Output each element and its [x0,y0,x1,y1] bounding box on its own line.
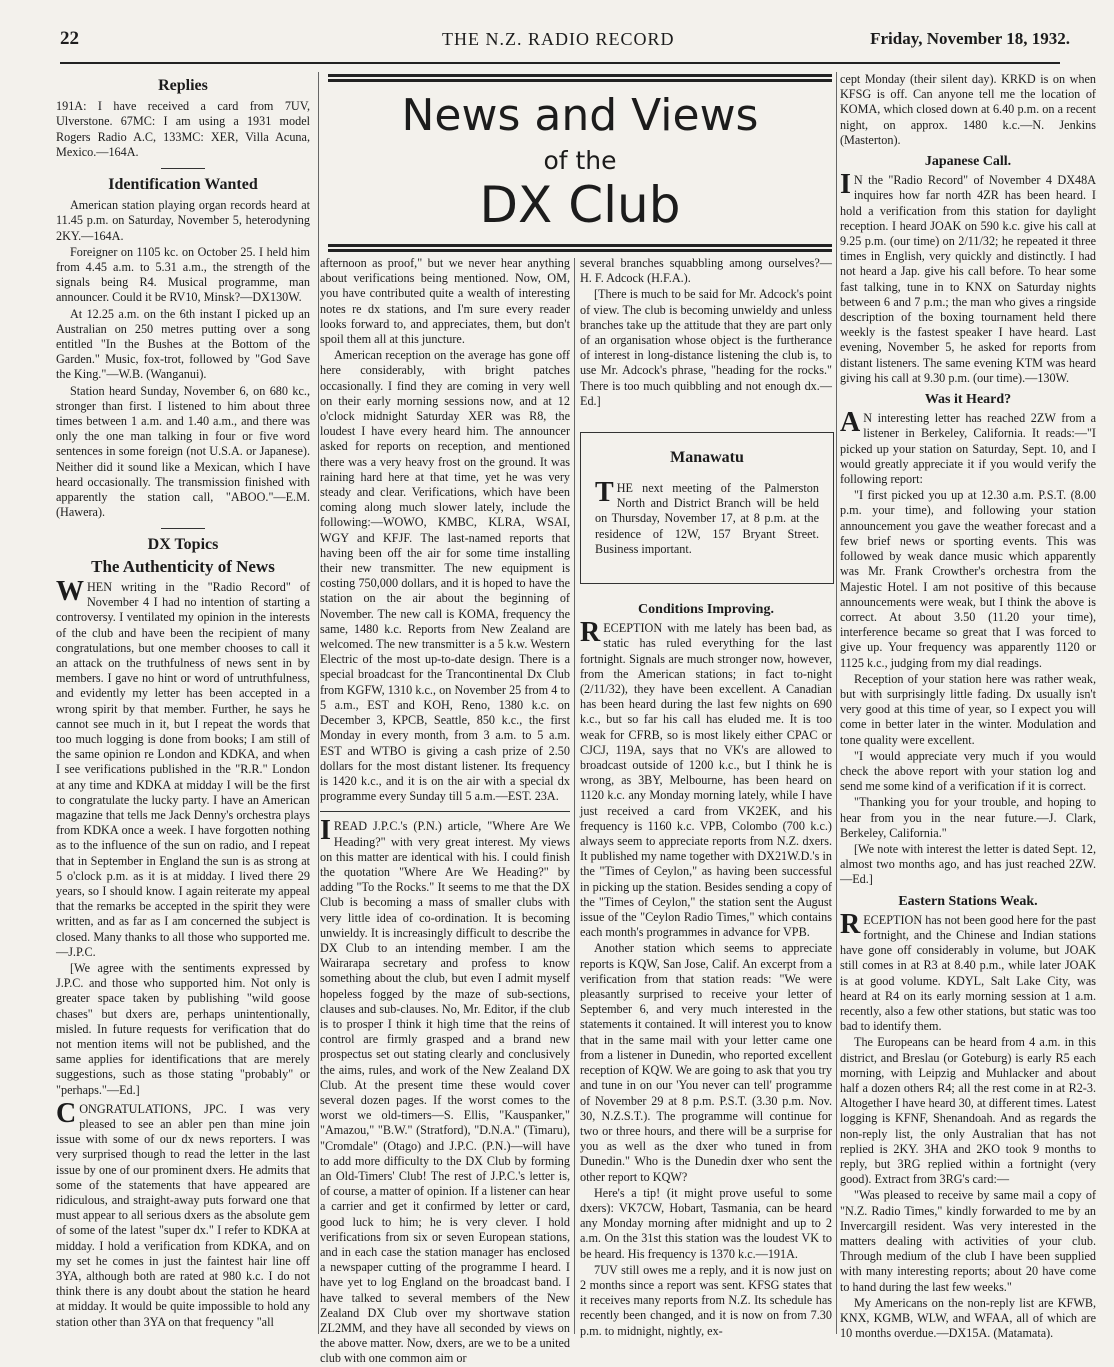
manawatu-heading: Manawatu [670,449,744,466]
drop-cap: R [840,908,861,940]
column-2 [320,256,570,1366]
editor-note: [There is much to be said for Mr. Adcock's point of view. The club is becoming unwieldy and unless branches take up the attitude that they are part only of an organisation whose object is the furtherance of interest in long-distance listening the club is, to use Mr. Adcock's phrase, "heading for the rocks." There is too much quibbling and not enough dx.—Ed.] [580,287,832,408]
paragraph: several branches squabbling among ourselves?—H. F. Adcock (H.F.A.). [580,256,832,286]
japanese-call-heading: Japanese Call. [924,154,1012,170]
paragraph: cept Monday (their silent day). KRKD is on when KFSG is off. Can anyone tell me the location of KOMA, which closed down at 6.40 p.m. on a recent night, on approx. 1480 k.c.—N. Jenkins (Masterton). [840,72,1096,147]
manawatu-notice: THE next meeting of the Palmerston North and District Branch will be held on Thursday, November 17, at 8 p.m. at the residence of 12W, 157 Bryant Street. Business important. [595,477,819,556]
authenticity-heading: The Authenticity of News [91,556,275,576]
page-number: 22 [60,28,79,49]
drop-cap: T [595,477,614,508]
section-divider [161,528,205,529]
paragraph: I N the "Radio Record" of November 4 DX48A inquires how far north 4ZR has been heard. I hold a verification from this station for daylight reception. I heard JOAK on 590 k.c. give his call at 9.25 p.m. (our time) on 2/11/32; he repeated it three times in English, very quickly and distinctly. I had not heard a Jap. give his call before. To hear some fast talking, tune in to KNX on Saturday nights between 6 and 7 p.m.; the man who gives a ringside description of the boxing tournament held there weekly is the fastest speaker I have heard. Last evening, November 5, he asked for reports from distant listeners. The same evening KTM was heard giving his call at 9.30 p.m. (our time).—130W. [840,169,1096,385]
section-divider [161,168,205,169]
editor-note: [We note with interest the letter is dated Sept. 12, almost two months ago, and has just reached 2ZW.—Ed.] [840,841,1096,887]
title-block [328,72,832,250]
eastern-stations-heading: Eastern Stations Weak. [898,893,1038,909]
column-3-bottom [580,596,832,1340]
paragraph: "Was pleased to receive by same mail a copy of "N.Z. Radio Times," kindly forwarded to me by an Invercargill resident. Was very interested in the matters dealing with activities of your club. Through medium of the club I have been supplied with many interesting reports; about 20 have come to hand during the last few weeks." [840,1188,1096,1294]
drop-cap: C [56,1097,77,1129]
title-rules-bottom [328,244,832,254]
drop-cap: W [56,575,84,607]
paragraph: 7UV still owes me a reply, and it is now just on 2 months since a report was sent. KFSG states that it receives many reports from N.Z. Its schedule has recently been changed, and it is now on from 7.30 p.m. to midnight, nightly, ex- [580,1262,832,1338]
replies-heading: Replies [158,77,208,94]
paragraph: afternoon as proof," but we never hear anything about verifications being mentioned. Now, OM, you have contributed quite a wealth of interesting notes re dx stations, and I'm sure every reader looks forward to, and appreciates, them, but don't spoil them all at this juncture. [320,256,570,347]
paragraph: "Thanking you for your trouble, and hoping to hear from you in the near future.—J. Clark, Berkeley, California." [840,795,1096,840]
replies-text: 191A: I have received a card from 7UV, Ulverstone. 67MC: I am using a 1931 model Rogers Radio A.C, 133MC: XER, Villa Acuna, Mexico.—164A. [56,99,310,159]
title-line-1: News and Views [401,90,759,141]
conditions-heading: Conditions Improving. [638,602,774,617]
editor-note: [We agree with the sentiments expressed by J.P.C. and those who supported him. Not only is greater space taken by publishing "wild goose chases" but dxers are, perhaps unintentionally, misled. In future requests for verification that do not mention items will not be published, and the same applies for identifications that are merely suggestions, such as those stating "probably" or "perhaps."—Ed.] [56,960,310,1097]
paragraph: IREAD J.P.C.'s (P.N.) article, "Where Are We Heading?" with very great interest. My views on this matter are identical with his. I could finish the quotation "Where Are We Heading?" by adding "To the Rocks." It seems to me that the DX Club is becoming a mass of smaller clubs with very little idea of co-ordination. It is becoming unwieldy. It is increasingly difficult to describe the DX Club to an intending member. I am the Wairarapa secretary and profess to know something about the club, but even I admit myself hopeless fogged by the maze of sub-sections, clauses and sub-clauses. No, Mr. Editor, if the club is to prosper I think it high time that the reins of control are firmly grasped and a brand new prospectus set out stating clearly and conclusively the aims, rules, and work of the New Zealand DX Club. At the present time these would cover several dozen pages. If the worst comes to the worst we old-timers—S. Ellis, "Kauspanker," "Amazou," "B.W." (Stratford), "D.N.A." (Timaru), "Cromdale" (Otago) and J.P.C. (P.N.)—will have to add more difficulty to the DX Club by forming an Old-Timers' Club! The rest of J.P.C.'s letter is, of course, a matter of opinion. If a listener can hear a carrier and get it confirmed by letter or card, good luck to him; he is very clever. I hold verifications from six or seven European stations, and in each case the station manager has enclosed a newspaper cutting of the programme I heard. I have yet to log England on the broadcast band. I have talked to several members of the New Zealand DX Club over my shortwave station ZL2MM, and they have all seconded by views on the above matter. Now, dxers, are we to be a united club with one common aim or [320,815,570,1366]
paragraph: Station heard Sunday, November 6, on 680 kc., stronger than first. I listened to him about three times between 1 a.m. and 1.40 a.m., and there was only the one man talking in four or five word sentences in some foreign (not U.S.A. or Japanese). Neither did it sound like a Mexican, which I have heard occasionally. The transmission finished with apparently the station call, "ABOO."—E.M. (Hawera). [56,383,310,520]
column-divider [318,72,319,1334]
paragraph: Reception of your station here was rather weak, but with surprisingly little fading. Dx usually isn't very good at this time of year, so I expect you will come in better later in the winter. Modulation and tone quality were excellent. [840,671,1096,747]
column-3-top [580,256,832,430]
column-divider [836,72,837,1334]
column-4 [840,72,1096,1340]
issue-date: Friday, November 18, 1932. [870,29,1070,48]
paragraph: Another station which seems to appreciate reports is KQW, San Jose, Calif. An excerpt from a verification from that station reads: "We were pleasantly surprised to receive your letter of September 6, and very much interested in the statements it contained. It will interest you to know that in the same mail with your letter came one from a listener in Dunedin, who reported excellent reception of KQW. We are going to ask that you try and tune in on our 'You never can tell' programme of November 29 at 8 p.m. P.S.T. (3.30 p.m. Nov. 30, N.Z.S.T.). The programme will continue for two or three hours, and there will be a surprise for you as well as the dxer who tuned in from Dunedin." Who is the Dunedin dxer who sent the other report to KQW? [580,941,832,1184]
page-header [0,0,1114,60]
paragraph: My Americans on the non-reply list are KFWB, KNX, KGMB, WLW, and WFAA, all of which are 10 months overdue.—DX15A. (Matamata). [840,1295,1096,1341]
header-rule [60,62,1060,64]
drop-cap: A [840,407,861,439]
paragraph: "I first picked you up at 12.30 a.m. P.S.T. (8.00 p.m. your time), and following your station announcement you gave the weather forecast and a few brief news or sporting events. This was followed by weak dance music which apparently was Mr. Frank Crowther's orchestra from the Majestic Hotel. I am not positive of this because announcements were weak, but I think the above is correct. At about 3.50 (11.20 your time), interference became so great that I was forced to give up. Your frequency was apparently 1120 or 1125 k.c., judging from my dial readings. [840,488,1096,670]
drop-cap: I [840,169,851,201]
was-it-heard-heading: Was it Heard? [924,392,1012,408]
column-1 [56,74,310,1340]
paragraph: WHEN writing in the "Radio Record" of November 4 I had no intention of starting a controversy. I ventilated my opinion in the interests of the club and have been the recipient of many congratulations, but one member chooses to call it an attack on the truthfulness of news sent in by members. I gave no hint or word of untruthfulness, and evidently my letter has been accepted in a wrong spirit by that member. Further, he says he cannot see much in it, but I repeat the words that too much logging is done from books; I am still of the same opinion re London and KDKA, and when I see verifications published in the "R.R." London at any time and KDKA at midday I will be the first to congratulate the lucky party. I have an American magazine that tells me Jack Denny's orchestra plays from KDKA once a week. I have forgotten nothing as to the influence of the sun on radio, and I repeat that in September in England the sun is as strong at 5 o'clock p.m. as it is at midday. I lived there 29 years, so I should know. I again reiterate my appeal that the remarks be accepted in the spirit they were written, and as far as I am concerned the subject is closed. Many thanks to all those who supported me.—J.P.C. [56,575,310,959]
paragraph: Foreigner on 1105 kc. on October 25. I held him from 4.45 a.m. to 5.31 a.m., the strength of the signals being R4. Musical programme, man announcer. Could it be RV10, Minsk?—DX130W. [56,244,310,305]
paragraph: The Europeans can be heard from 4 a.m. in this district, and Breslau (or Goteburg) is early R5 each morning, with Leipzig and Muhlacker and about half a dozen others R4; all the rest come in at R2-3. Altogether I have heard 30, at different times. Latest logging is KFNF, Shenandoah. And as regards the non-reply list, the only Australian that has not replied is 2KY. 3HA and 2KO took 9 months to reply, but 3RG replied within a fortnight (very good). Extract from 3RG's card:— [840,1035,1096,1187]
drop-cap: R [580,617,601,649]
column-divider [574,258,575,1334]
paragraph: RECEPTION has not been good here for the past fortnight, and the Chinese and Indian stations have gone off considerably in volume, but JOAK still comes in at R3 at 8.40 p.m., while later JOAK is at good volume. KDYL, Salt Lake City, was heard at R4 on its early morning session at 1 a.m. recently, also a few other stations, but static was too bad to identify them. [840,908,1096,1034]
paragraph: CONGRATULATIONS, JPC. I was very pleased to see an abler pen than mine join issue with some of our dx news reporters. I was very surprised though to read the letter in the last issue by one of our prominent dxers. He admits that some of the statements that have appeared are ridiculous, and straight-away puts forward one that must appear to all serious dxers as the absolute gem of some of the latest "super dx." I refer to KDKA at midday. I hold a verification from KDKA, and on my set he comes in just the faintest hair line off 3YA, although both are rated at 980 k.c. I do not think there is any doubt about the station he heard at midday. It would be quite impossible to hold any station other than 3YA on that frequency "all [56,1097,310,1329]
title-line-2: of the [543,146,617,175]
paragraph: RECEPTION with me lately has been bad, as static has ruled everything for the last fortnight. Signals are much stronger now, however, from the American stations; in fact to-night (2/11/32), they have been excellent. A Canadian has been heard during the last few nights on 690 k.c., but so far his call has eluded me. It is too weak for CFRB, so is most likely either CPAC or CJCJ, 119A, says that no VK's are allowed to broadcast outside of 1200 k.c., but I think he is wrong, as 3BY, Melbourne, has been heard on 1120 k.c. any Monday morning lately, while I have just received a card from VK2EK, and his frequency is 1160 k.c. VPB, Colombo (700 k.c.) always seem to appreciate reports from N.Z. dxers. It published my name together with DX21W.D.'s in the "Times of Ceylon," as having been successful in picking up the station. Besides sending a copy of the "Times of Ceylon," the station sent the August issue of the "Ceylon Radio Times," which contains each month's programmes in advance for VPB. [580,617,832,940]
paragraph: American station playing organ records heard at 11.45 p.m. on Saturday, November 5, heterodyning 2KY.—164A. [56,198,310,243]
dx-topics-heading: DX Topics [147,536,219,554]
paragraph: Here's a tip! (it might prove useful to some dxers): VK7CW, Hobart, Tasmania, can be heard any Monday morning after midnight and up to 2 a.m. On the 31st this station was the loudest VK to be heard. His frequency is 1370 k.c.—191A. [580,1185,832,1261]
paragraph: "I would appreciate very much if you would check the above report with your station log and send me some kind of a verification if it is correct. [840,748,1096,794]
manawatu-box [580,432,834,584]
masthead: THE N.Z. RADIO RECORD [442,29,675,49]
paragraph: American reception on the average has gone off here considerably, with bright patches occasionally. I find they are coming in very well on their early morning sessions now, and at 12 o'clock midnight Saturday XER was R8, the loudest I have every heard him. The announcer asked for reports on reception, and mentioned there was a very heavy frost on the ground. It was raining hard here at that time, yet he was very steady and clear. Verifications, which have been coming along much slower lately, include the following:—WOWO, KMBC, KLRA, WSAI, WGY and KFJF. The last-named reports that having been off the air for some time installing their new transmitter. The new equipment is costing 750,000 dollars, and it is hoped to have the station on the air about the beginning of November. The new call is KOMA, frequency the same, 1480 k.c. Reports from New Zealand are welcomed. The new transmitter is a 5 k.w. Western Electric of the most up-to-date design. There is a special broadcast for the Trancontinental Dx Club from KGFW, 1310 k.c., on November 25 from 4 to 5 a.m., EST and KOH, Reno, 1380 k.c. on December 3, KPCB, Seattle, 850 k.c., the first Monday in every month, from 3 a.m. to 5 a.m. EST and WTBO is giving a cash prize of 2.50 dollars for the most distant listener. Its frequency is 1420 k.c., and it is on the air with a special dx programme every Sunday till 5 a.m.—EST. 23A. [320,348,570,804]
drop-cap: I [320,815,331,847]
identification-heading: Identification Wanted [108,176,258,194]
paragraph: A N interesting letter has reached 2ZW from a listener in Berkeley, California. It reads:—"I picked up your station on Saturday, Sept. 10, and I would greatly appreciate it if you would verify the following report: [840,407,1096,487]
paragraph: At 12.25 a.m. on the 6th instant I picked up an Australian on 250 metres putting over a song entitled "In the Bushes at the Bottom of the Garden." Music, fox-trot, followed by "God Save the King."—W.B. (Wanganui). [56,306,310,382]
section-divider [320,811,570,812]
title-line-3: DX Club [479,176,681,234]
